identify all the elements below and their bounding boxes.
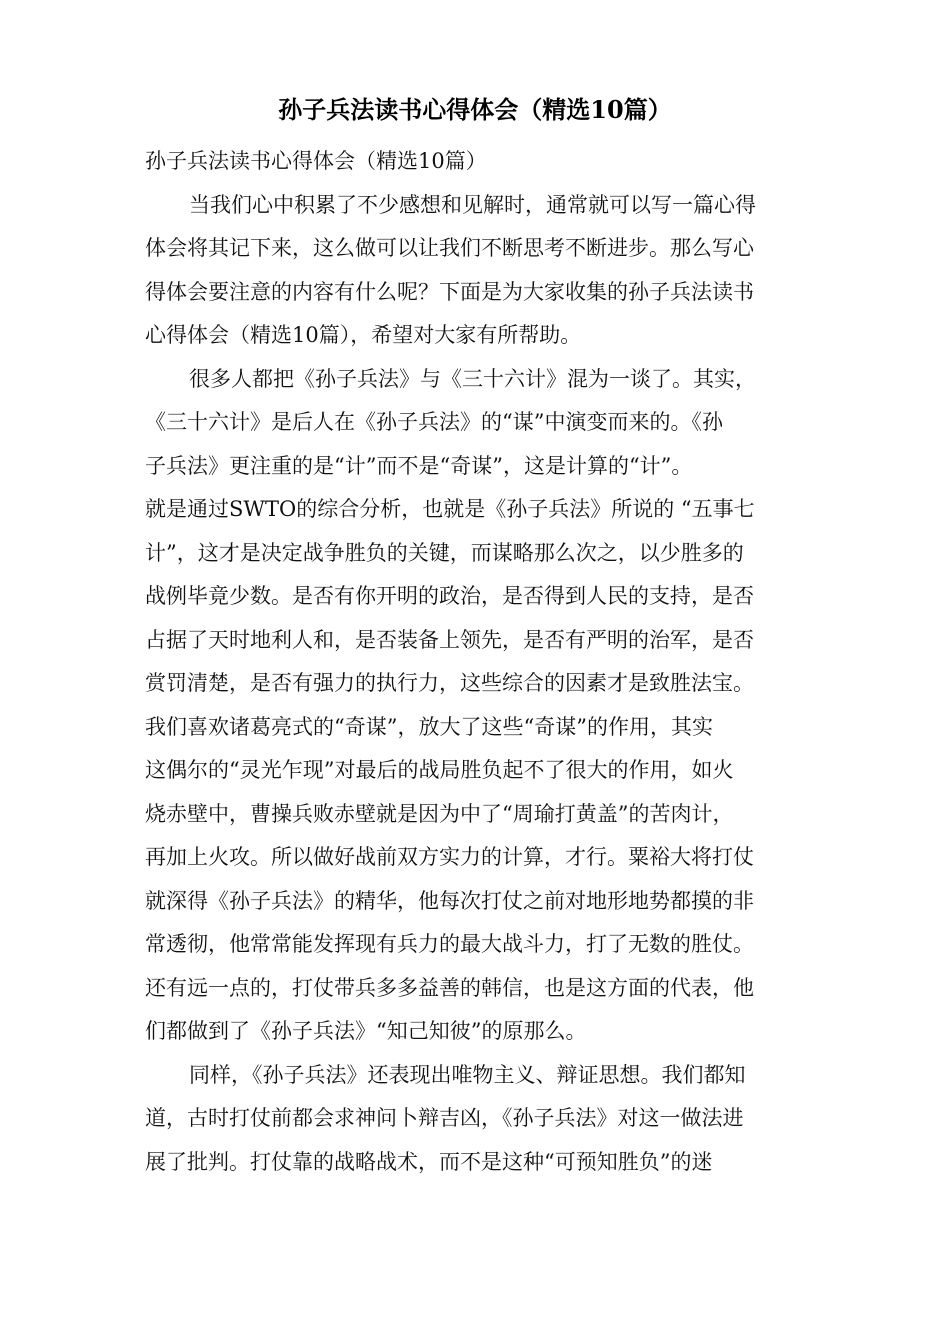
paragraph-line: 心得体会（精选10篇），希望对大家有所帮助。 bbox=[145, 323, 582, 347]
paragraph-line: 同样，《孙子兵法》还表现出唯物主义、辩证思想。我们都知 bbox=[189, 1062, 746, 1087]
paragraph-line: 赏罚清楚，是否有强力的执行力，这些综合的因素才是致胜法宝。 bbox=[145, 671, 754, 695]
paragraph-line: 占据了天时地利人和，是否装备上领先，是否有严明的治军，是否 bbox=[145, 627, 754, 652]
paragraph-line: 体会将其记下来，这么做可以让我们不断思考不断进步。那么写心 bbox=[145, 236, 754, 260]
paragraph-line: 《三十六计》是后人在《孙子兵法》的“谋”中演变而来的。《孙 bbox=[145, 410, 723, 434]
paragraph-line: 战例毕竟少数。是否有你开明的政治，是否得到人民的支持，是否 bbox=[145, 584, 754, 608]
paragraph-line: 就是通过SWTO的综合分析，也就是《孙子兵法》所说的 “五事七 bbox=[145, 497, 755, 521]
paragraph-materialism bbox=[145, 1054, 805, 1185]
paragraph-line: 再加上火攻。所以做好战前双方实力的计算，才行。粟裕大将打仗 bbox=[145, 845, 754, 869]
paragraph-line: 计”，这才是决定战争胜负的关键，而谋略那么次之，以少胜多的 bbox=[145, 540, 744, 565]
paragraph-line: 得体会要注意的内容有什么呢？下面是为大家收集的孙子兵法读书 bbox=[145, 279, 754, 304]
paragraph-line: 我们喜欢诸葛亮式的“奇谋”，放大了这些“奇谋”的作用，其实 bbox=[145, 714, 713, 739]
paragraph-line: 还有远一点的，打仗带兵多多益善的韩信，也是这方面的代表，他 bbox=[145, 975, 754, 1000]
paragraph-line: 们都做到了《孙子兵法》“知己知彼”的原那么。 bbox=[145, 1019, 587, 1043]
paragraph-line: 子兵法》更注重的是“计”而不是“奇谋”，这是计算的“计”。 bbox=[145, 453, 693, 478]
paragraph-line: 这偶尔的“灵光乍现”对最后的战局胜负起不了很大的作用，如火 bbox=[145, 758, 734, 782]
document-subtitle: 孙子兵法读书心得体会（精选10篇） bbox=[145, 149, 487, 173]
paragraph-line: 就深得《孙子兵法》的精华，他每次打仗之前对地形地势都摸的非 bbox=[145, 888, 754, 913]
paragraph-intro bbox=[145, 184, 805, 358]
paragraph-line: 展了批判。打仗靠的战略战术，而不是这种“可预知胜负”的迷 bbox=[145, 1149, 713, 1174]
paragraph-line: 当我们心中积累了不少感想和见解时，通常就可以写一篇心得 bbox=[189, 192, 756, 217]
paragraph-line: 道，古时打仗前都会求神问卜辩吉凶，《孙子兵法》对这一做法进 bbox=[145, 1106, 744, 1130]
document-title: 孙子兵法读书心得体会（精选10篇） bbox=[278, 95, 672, 124]
paragraph-line: 烧赤壁中，曹操兵败赤壁就是因为中了“周瑜打黄盖”的苦肉计， bbox=[145, 801, 734, 826]
paragraph-line: 常透彻，他常常能发挥现有兵力的最大战斗力，打了无数的胜仗。 bbox=[145, 932, 754, 956]
paragraph-comparison bbox=[145, 358, 805, 1054]
document-body bbox=[145, 140, 805, 1184]
paragraph-line: 很多人都把《孙子兵法》与《三十六计》混为一谈了。其实， bbox=[189, 366, 756, 391]
